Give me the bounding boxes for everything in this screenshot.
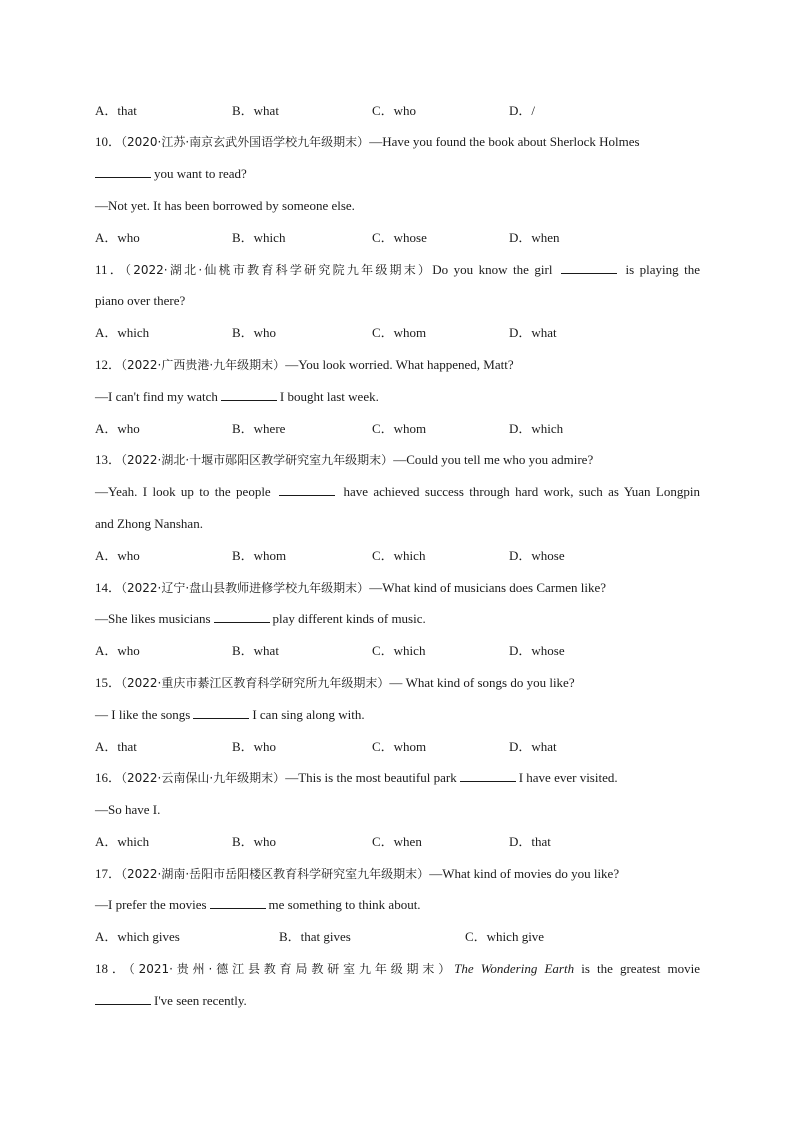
q17-option-a[interactable]: A．which gives bbox=[95, 929, 180, 944]
q12-option-b[interactable]: B．where bbox=[232, 421, 286, 436]
q15-text-before: — I like the songs bbox=[95, 707, 191, 722]
q12-text: —You look worried. What happened, Matt? bbox=[285, 357, 514, 372]
q10-option-b[interactable]: B．which bbox=[232, 230, 286, 245]
q10-number: 10． bbox=[95, 134, 122, 149]
q10-stem-line2 bbox=[95, 164, 700, 184]
q15-number: 15． bbox=[95, 675, 122, 690]
q12-text-before: —I can't find my watch bbox=[95, 389, 218, 404]
q16-blank bbox=[460, 769, 516, 782]
q12-stem-line2 bbox=[95, 387, 700, 407]
q18-source: （2021·贵州·德江县教育局教研室九年级期末） bbox=[128, 962, 455, 976]
q10-reply: —Not yet. It has been borrowed by someone else. bbox=[95, 198, 355, 213]
q11-blank bbox=[561, 261, 617, 274]
q17-options bbox=[95, 927, 700, 947]
q17-option-b[interactable]: B．that gives bbox=[279, 929, 351, 944]
q17-text-before: —I prefer the movies bbox=[95, 897, 207, 912]
q12-source: （2022·广西贵港·九年级期末） bbox=[121, 358, 286, 372]
q9-option-c[interactable]: C．who bbox=[372, 103, 417, 118]
q14-option-c[interactable]: C．which bbox=[372, 643, 426, 658]
q17-blank bbox=[210, 896, 266, 909]
q10-blank bbox=[95, 165, 151, 178]
q17-option-c[interactable]: C．which give bbox=[465, 929, 545, 944]
q12-option-d[interactable]: D．which bbox=[509, 421, 564, 436]
q12-option-a[interactable]: A．who bbox=[95, 421, 140, 436]
q9-option-b[interactable]: B．what bbox=[232, 103, 279, 118]
q9-option-a[interactable]: A．that bbox=[95, 103, 137, 118]
q15-blank bbox=[193, 706, 249, 719]
q18-number: 18． bbox=[95, 961, 129, 976]
q16-text-after: I have ever visited. bbox=[518, 770, 618, 785]
q15-stem-line1 bbox=[95, 673, 700, 693]
q11-text-after: is playing the bbox=[625, 262, 701, 277]
q15-source: （2022·重庆市綦江区教育科学研究所九年级期末） bbox=[121, 676, 390, 690]
q17-number: 17． bbox=[95, 866, 122, 881]
q15-text: — What kind of songs do you like? bbox=[389, 675, 575, 690]
q14-text: —What kind of musicians does Carmen like? bbox=[369, 580, 607, 595]
q15-option-b[interactable]: B．who bbox=[232, 739, 277, 754]
q14-source: （2022·辽宁·盘山县教师进修学校九年级期末） bbox=[121, 581, 370, 595]
q17-source: （2022·湖南·岳阳市岳阳楼区教育科学研究室九年级期末） bbox=[121, 867, 430, 881]
q13-stem-line1 bbox=[95, 450, 700, 470]
q14-stem-line2 bbox=[95, 609, 700, 629]
q12-option-c[interactable]: C．whom bbox=[372, 421, 427, 436]
q10-text: —Have you found the book about Sherlock Holmes bbox=[369, 134, 640, 149]
q10-option-c[interactable]: C．whose bbox=[372, 230, 427, 245]
q12-options bbox=[95, 419, 700, 439]
q11-options bbox=[95, 323, 700, 343]
q13-stem-line3: and Zhong Nanshan. bbox=[95, 516, 203, 531]
q11-option-b[interactable]: B．who bbox=[232, 325, 277, 340]
q11-stem-line2: piano over there? bbox=[95, 293, 186, 308]
q11-option-d[interactable]: D．what bbox=[509, 325, 557, 340]
q16-option-c[interactable]: C．when bbox=[372, 834, 422, 849]
q10-text-cont: you want to read? bbox=[154, 166, 247, 181]
q10-stem-line1 bbox=[95, 132, 700, 152]
q12-number: 12． bbox=[95, 357, 122, 372]
q14-number: 14． bbox=[95, 580, 122, 595]
q12-text-after: I bought last week. bbox=[279, 389, 379, 404]
q14-stem-line1 bbox=[95, 578, 700, 598]
q14-option-a[interactable]: A．who bbox=[95, 643, 140, 658]
q13-text-after: have achieved success through hard work, such as Yuan Longpin bbox=[343, 484, 700, 499]
q16-stem-line2: —So have I. bbox=[95, 802, 161, 817]
q16-source: （2022·云南保山·九年级期末） bbox=[121, 771, 286, 785]
q14-text-after: play different kinds of music. bbox=[272, 611, 426, 626]
q16-text-before: —This is the most beautiful park bbox=[285, 770, 457, 785]
q14-text-before: —She likes musicians bbox=[95, 611, 211, 626]
q17-stem-line1 bbox=[95, 864, 700, 884]
q12-blank bbox=[221, 388, 277, 401]
q16-options bbox=[95, 832, 700, 852]
q18-blank bbox=[95, 992, 151, 1005]
q15-text-after: I can sing along with. bbox=[252, 707, 365, 722]
q18-movie-title: The Wondering Earth bbox=[454, 961, 575, 976]
q11-text-before: Do you know the girl bbox=[432, 262, 553, 277]
q12-stem-line1 bbox=[95, 355, 700, 375]
q9-option-d[interactable]: D．/ bbox=[509, 103, 536, 118]
q13-option-b[interactable]: B．whom bbox=[232, 548, 287, 563]
q13-stem-line2 bbox=[95, 482, 700, 502]
q13-text: —Could you tell me who you admire? bbox=[393, 452, 594, 467]
q18-text-cont: I've seen recently. bbox=[154, 993, 247, 1008]
q13-source: （2022·湖北·十堰市郧阳区教学研究室九年级期末） bbox=[121, 453, 394, 467]
q10-source: （2020·江苏·南京玄武外国语学校九年级期末） bbox=[121, 135, 370, 149]
q15-options bbox=[95, 737, 700, 757]
q14-blank bbox=[214, 610, 270, 623]
q13-options bbox=[95, 546, 700, 566]
q14-options bbox=[95, 641, 700, 661]
q13-option-d[interactable]: D．whose bbox=[509, 548, 565, 563]
q10-option-d[interactable]: D．when bbox=[509, 230, 560, 245]
q11-number: 11． bbox=[95, 262, 126, 277]
q18-stem-line1 bbox=[95, 959, 700, 979]
q9-options bbox=[95, 101, 700, 121]
q13-text-before: —Yeah. I look up to the people bbox=[95, 484, 271, 499]
q17-text-after: me something to think about. bbox=[268, 897, 421, 912]
q16-option-a[interactable]: A．which bbox=[95, 834, 150, 849]
q17-stem-line2 bbox=[95, 895, 700, 915]
q15-option-a[interactable]: A．that bbox=[95, 739, 137, 754]
q18-stem-line2 bbox=[95, 991, 700, 1011]
q15-stem-line2 bbox=[95, 705, 700, 725]
q18-text: is the greatest movie bbox=[581, 961, 701, 976]
q10-options bbox=[95, 228, 700, 248]
q16-stem-line1 bbox=[95, 768, 700, 788]
q15-option-d[interactable]: D．what bbox=[509, 739, 557, 754]
q14-option-d[interactable]: D．whose bbox=[509, 643, 565, 658]
q16-number: 16． bbox=[95, 770, 122, 785]
q13-blank bbox=[279, 483, 335, 496]
q17-text: —What kind of movies do you like? bbox=[429, 866, 620, 881]
q11-stem-line1 bbox=[95, 260, 700, 280]
q13-option-a[interactable]: A．who bbox=[95, 548, 140, 563]
q11-option-c[interactable]: C．whom bbox=[372, 325, 427, 340]
q14-option-b[interactable]: B．what bbox=[232, 643, 279, 658]
q15-option-c[interactable]: C．whom bbox=[372, 739, 427, 754]
q11-source: （2022·湖北·仙桃市教育科学研究院九年级期末） bbox=[125, 263, 433, 277]
q10-option-a[interactable]: A．who bbox=[95, 230, 140, 245]
q16-option-d[interactable]: D．that bbox=[509, 834, 551, 849]
q16-option-b[interactable]: B．who bbox=[232, 834, 277, 849]
q11-option-a[interactable]: A．which bbox=[95, 325, 150, 340]
q13-number: 13． bbox=[95, 452, 122, 467]
q13-option-c[interactable]: C．which bbox=[372, 548, 426, 563]
